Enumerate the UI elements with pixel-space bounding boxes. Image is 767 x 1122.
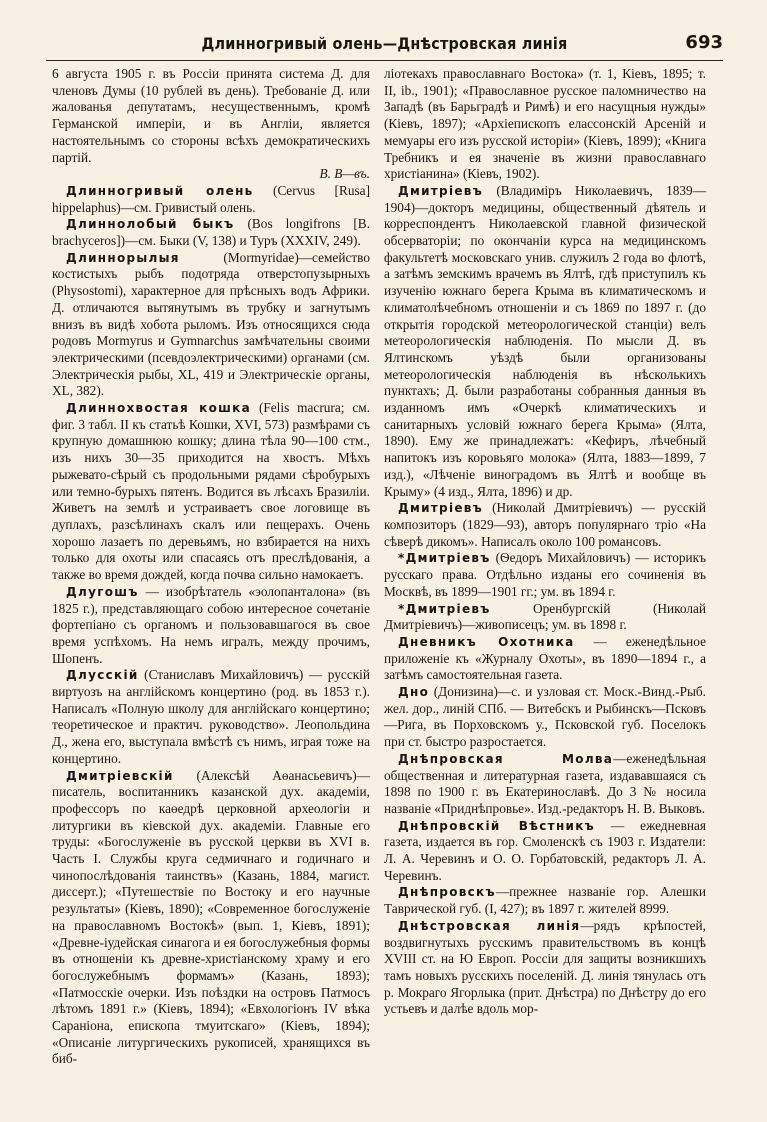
dictionary-entry	[52, 400, 370, 584]
entry-headword: Днѣпровскъ	[398, 885, 496, 900]
entry-headword: Днѣпровская Молва	[398, 751, 614, 766]
entry-text: — ежедневная газета, издается въ гор. Смоленскѣ съ 1903 г. Издатели: Л. А. Черевинъ и О. О. Горбатовскій, редакторъ Л. А. Черевинъ.	[384, 817, 706, 883]
dictionary-entry	[384, 818, 706, 885]
dictionary-entry	[384, 884, 706, 917]
page-header	[46, 34, 723, 61]
dictionary-entry	[52, 584, 370, 668]
entry-text: (Bos longifrons [B. brachyceros])—см. Быки (V, 138) и Туръ (XXXIV, 249).	[52, 216, 370, 249]
author-signature: В. В—въ.	[319, 166, 370, 182]
dictionary-entry	[384, 918, 706, 1018]
entry-text: 6 августа 1905 г. въ Россіи принята система Д. для членовъ Думы (10 рублей въ день). Требованіе Д. или жалованья депутатамъ, несущественнымъ, кромѣ Германской имперіи, и въ Англіи, является настоятельнымъ со стороны всѣхъ демократическихъ партій.	[52, 66, 370, 165]
entry-continuation	[384, 66, 706, 183]
entry-text: —еженедѣльная общественная и литературная газета, издававшаяся съ 1898 по 1900 г. въ Екатеринославѣ. До 3 № носила названіе «Приднѣпровье». Изд.-редакторъ Н. В. Выковъ.	[384, 750, 706, 816]
dictionary-entry	[52, 183, 370, 216]
entry-text: (Felis macrura; см. фиг. 3 табл. II къ статьѣ Кошки, XVI, 573) размѣрами съ крупную домашнюю кошку; длина тѣла 90—100 стм., изъ нихъ 30—35 приходится на хвостъ. Мѣхъ рыжевато-сѣрый съ продольными рядами сѣробурыхъ или темно-бурыхъ пятенъ. Водится въ лѣсахъ Бразиліи. Живетъ на землѣ и устраиваетъ свое логовище въ дуплахъ, разсѣлинахъ скалъ или пещерахъ. Очень хорошо лазаетъ по деревьямъ, но взбирается на нихъ только для охоты или спасаясь отъ преслѣдованія, а также во время дождей, когда почва сильно намокаетъ.	[52, 400, 370, 583]
entry-continuation	[52, 66, 370, 166]
entry-headword: Длиннохвостая кошка	[66, 401, 252, 416]
dictionary-entry	[384, 183, 706, 500]
entry-text: ліотекахъ православнаго Востока» (т. 1, Кіевъ, 1895; т. II, ib., 1901); «Православное русское паломничество на Западѣ (въ Барьградѣ и Римѣ) и его насущныя нужды» (Кіевъ, 1897); «Архіепископъ елассонскій Арсеній и мемуары его изъ русской исторіи» (Кіевъ, 1899); «Книга Требникъ и ея значеніе въ жизни православнаго христіанина» (Кіевъ, 1902).	[384, 66, 706, 182]
entry-text: — еженедѣльное приложеніе къ «Журналу Охоты», въ 1890—1894 г., а затѣмъ самостоятельная газета.	[384, 633, 706, 683]
right-column	[384, 66, 706, 1018]
entry-text: (Алексѣй Аѳанасьевичъ)—писатель, воспитанникъ казанской дух. академіи, профессоръ по каѳедрѣ церковной археологіи и литургики въ кіевской дух. академіи. Главные его труды: «Богослуженіе въ русской церкви въ XVI в. Часть I. Службы круга седмичнаго и годичнаго и чинопослѣдованія таинствъ» (Казань, 1884, магист. диссерт.); «Путешествіе по Востоку и его научные результаты» (Кіевъ, 1890); «Современное богослуженіе на православномъ Востокѣ» (вып. 1, Кіевъ, 1891); «Древне-іудейская синагога и ея богослужебныя формы въ отношеніи къ древне-христіанскому храму и его богослужебнымъ формамъ» (Казань, 1893); «Патмосскіе очерки. Изъ поѣздки на островъ Патмосъ лѣтомъ 1891 г.» (Кіевъ, 1894); «Евхологіонъ IV вѣка Сараніона, епископа тмуитскаго» (Кіевъ, 1894); «Описаніе литургическихъ рукописей, хранящихся въ биб-	[52, 767, 370, 1067]
entry-text: (Mormyridae)—семейство костистыхъ рыбъ подотряда отверстопузырныхъ (Physostomi), характерное для прѣсныхъ водъ Африки. Д. отличаются вытянутымъ въ трубку и загнутымъ внизъ въ видѣ хобота рыломъ. Изъ относящихся сюда родовъ Mormyrus и Gymnarchus замѣчательны своими электрическими (псевдоэлектрическими) органами (см. Электрическія рыбы, XL, 419 и Электрическіе органы, XL, 382).	[52, 249, 370, 399]
dictionary-entry	[384, 751, 706, 818]
dictionary-entry	[52, 250, 370, 400]
entry-headword: Дневникъ Охотника	[398, 634, 575, 649]
page-number: 693	[685, 32, 723, 53]
entry-headword: Длинногривый олень	[66, 183, 254, 198]
entry-headword: Дмитріевскій	[66, 768, 174, 783]
dictionary-entry	[384, 550, 706, 600]
dictionary-entry	[384, 500, 706, 550]
entry-headword: Длусскій	[66, 668, 139, 683]
entry-headword: Дмитріевъ	[398, 501, 484, 516]
entry-headword: Дно	[398, 685, 430, 700]
entry-headword: Дмитріевъ	[398, 183, 484, 198]
entry-headword: Днѣстровская линія	[398, 918, 581, 933]
entry-text: —рядъ крѣпостей, воздвигнутыхъ русскимъ правительствомъ въ концѣ XVIII ст. на Ю Европ. Россіи для защиты возникшихъ тамъ новыхъ русскихъ поселеній. Д. линія тянулась отъ р. Мокраго Ягорлыка (прит. Днѣстра) по Днѣстру до его устьевъ и далѣе вдоль мор-	[384, 917, 706, 1017]
dictionary-entry	[384, 601, 706, 634]
dictionary-entry	[52, 216, 370, 249]
dictionary-entry	[384, 684, 706, 751]
entry-headword: *Дмитріевъ	[398, 601, 491, 616]
entry-text: (Николай Дмитріевичъ) — русскій композиторъ (1829—93), авторъ популярнаго тріо «На сѣверѣ дикомъ». Написалъ около 100 романсовъ.	[384, 500, 706, 549]
entry-text: (Донизина)—с. и узловая ст. Моск.-Винд.-Рыб. жел. дор., линій СПб. — Витебскъ и Рыбинскъ—Псковъ—Рига, въ Порховскомъ у., Псковской губ. Поселокъ при ст. быстро разростается.	[384, 684, 706, 750]
entry-headword: Длугошъ	[66, 584, 139, 599]
left-column	[52, 66, 370, 1068]
entry-headword: *Дмитріевъ	[398, 551, 491, 566]
entry-headword: Днѣпровскій Вѣстникъ	[398, 818, 595, 833]
entry-headword: Длиннолобый быкъ	[66, 217, 235, 232]
entry-headword: Длиннорылыя	[66, 250, 180, 265]
entry-text: — изобрѣтатель «эолопанталона» (въ 1825 г.), представляющаго собою интересное сочетаніе фортепіано съ органомъ и пользовавшагося въ свое время успѣхомъ. На немъ игралъ, между прочимъ, Шопенъ.	[52, 583, 370, 666]
running-title: Длинногривый олень—Днѣстровская линія	[201, 34, 568, 53]
entry-text: —прежнее названіе гор. Алешки Таврической губ. (I, 427); въ 1897 г. жителей 8999.	[384, 884, 706, 917]
dictionary-entry	[52, 768, 370, 1069]
entry-text: (Станиславъ Михайловичъ) — русскій виртуозъ на англійскомъ концертино (род. въ 1853 г.). Написалъ «Полную школу для англійскаго концертино; теоретическое и практич. руководство». Леопольдина Д., жена его, выступала вмѣстѣ съ нимъ, играя тоже на концертино.	[52, 667, 370, 766]
entry-text: (Владиміръ Николаевичъ, 1839—1904)—докторъ медицины, общественный дѣятель и корреспондентъ Николаевской главной физической обсерваторіи; по окончаніи курса на медицинскомъ факультетѣ московскаго унив. служилъ 2 года во флотѣ, а затѣмъ земскимъ врачемъ въ Ялтѣ, гдѣ приступилъ къ изученію южнаго берега Крыма въ климатическомъ и климатолѣчебномъ отношеніи и съ 1869 по 1897 г. (до открытія городской метеорологической станціи) велъ метеорологическія наблюденія. По мысли Д. въ Ялтинскомъ уѣздѣ были организованы метеорологическія наблюденія въ нѣсколькихъ пунктахъ; Д. были разработаны собранныя данныя въ изданномъ имъ «Очеркѣ климатическихъ и санитарныхъ условій южнаго берега Крыма» (Ялта, 1890). Ему же принадлежатъ: «Кефиръ, лѣчебный напитокъ изъ коровьяго молока» (Ялта, 1883—1899, 7 изд.), «Лѣченіе виноградомъ въ Ялтѣ и вообще въ Крыму» (4 изд., Ялта, 1896) и др.	[384, 182, 706, 499]
entry-text: (Ѳедоръ Михайловичъ) — историкъ русскаго права. Отдѣльно изданы его сочиненія въ Москвѣ, въ 1899—1901 гг.; ум. въ 1894 г.	[384, 550, 706, 599]
dictionary-entry	[52, 667, 370, 767]
entry-text: Оренбургскій (Николай Дмитріевичъ)—живописецъ; ум. въ 1898 г.	[384, 600, 706, 633]
entry-text: (Cervus [Rusa] hippelaphus)—см. Гривистый олень.	[52, 182, 370, 215]
dictionary-entry	[384, 634, 706, 684]
